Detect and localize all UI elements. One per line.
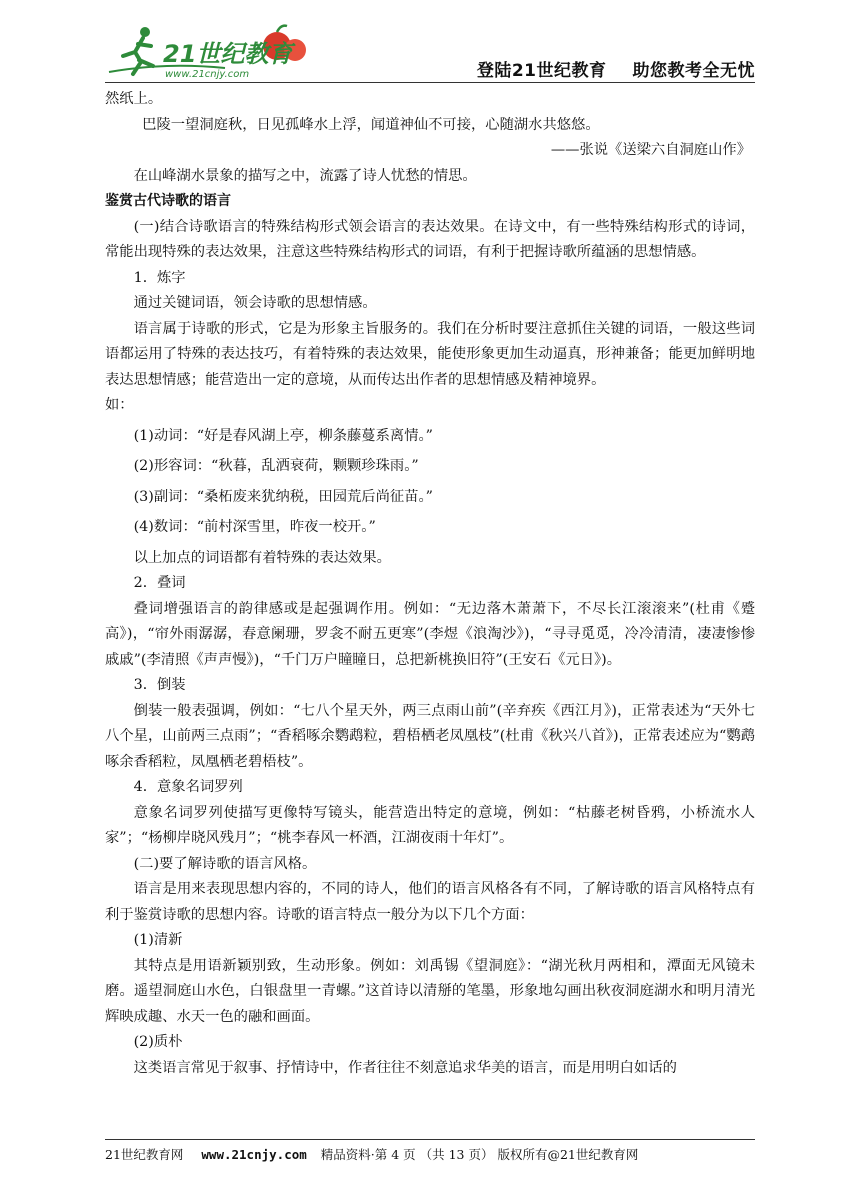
- 21cnjy-logo: [105, 22, 315, 82]
- subheading: (1)清新: [133, 932, 183, 948]
- paragraph: 以上加点的词语都有着特殊的表达效果。: [133, 549, 391, 566]
- paragraph: 这类语言常见于叙事、抒情诗中，作者往往不刻意追求华美的语言，而是用明白如话的: [133, 1059, 677, 1076]
- subheading: 2．叠词: [133, 575, 186, 591]
- example-item: (4)数词：“前村深雪里，昨夜一校开。”: [133, 519, 376, 535]
- paragraph: 如：: [105, 397, 134, 413]
- paragraph: 倒装一般表强调，例如：“七八个星天外，两三点雨山前”(辛弃疾《西江月》)，正常表述为“天外七八个星，山前两三点雨”；“香稻啄余鹦鹉粒，碧梧栖老凤凰枝”(杜甫《秋兴八首》)，正常表述应为“鹦鹉啄余香稻粒，凤凰栖老碧梧枝”。: [105, 702, 755, 770]
- header-divider: [105, 82, 755, 83]
- paragraph: 语言是用来表现思想内容的，不同的诗人，他们的语言风格各有不同，了解诗歌的语言风格特点有利于鉴赏诗歌的思想内容。诗歌的语言特点一般分为以下几个方面：: [105, 881, 755, 923]
- paragraph: 然纸上。: [105, 91, 163, 107]
- paragraph: 通过关键词语，领会诗歌的思想情感。: [133, 295, 377, 311]
- example-item: (2)形容词：“秋暮，乱洒衰荷，颗颗珍珠雨。”: [133, 458, 419, 474]
- example-item: (3)副词：“桑柘废来犹纳税，田园荒后尚征苗。”: [133, 488, 433, 505]
- example-item: (1)动词：“好是春风湖上亭，柳条藤蔓系离情。”: [133, 427, 433, 444]
- paragraph: 叠词增强语言的韵律感或是起强调作用。例如：“无边落木萧萧下，不尽长江滚滚来”(杜甫《蹙高》)，“帘外雨潺潺，春意阑珊，罗衾不耐五更寒”(李煜《浪淘沙》)，“寻寻觅觅，冷冷清清，凄凄惨惨戚戚”(李清照《声声慢》)，“千门万户瞳瞳日，总把新桃换旧符”(王安石《元日》)。: [105, 600, 755, 668]
- logo-url: www.21cnjy.com: [165, 69, 250, 80]
- paragraph: 意象名词罗列使描写更像特写镜头，能营造出特定的意境，例如：“枯藤老树昏鸦，小桥流水人家”；“杨柳岸晓风残月”；“桃李春风一杯酒，江湖夜雨十年灯”。: [105, 804, 755, 846]
- paragraph: (二)要了解诗歌的语言风格。: [133, 855, 317, 872]
- section-heading: 鉴赏古代诗歌的语言: [105, 193, 231, 209]
- paragraph: 其特点是用语新颖别致，生动形象。例如：刘禹锡《望洞庭》：“湖光秋月两相和，潭面无风镜未磨。遥望洞庭山水色，白银盘里一青螺。”这首诗以清掰的笔墨，形象地勾画出秋夜洞庭湖水和明月清光辉映成趣、水天一色的融和画面。: [105, 957, 755, 1025]
- subheading: (2)质朴: [133, 1034, 183, 1050]
- subheading: 3．倒装: [133, 677, 186, 693]
- page-header: [105, 20, 755, 86]
- paragraph: 在山峰湖水景象的描写之中，流露了诗人忧愁的情思。: [133, 167, 477, 184]
- header-slogan-left: 登陆21世纪教育: [476, 61, 607, 81]
- logo-text: 21世纪教育: [163, 40, 293, 68]
- footer-site-name: 21世纪教育网: [105, 1147, 184, 1162]
- document-body: [105, 87, 755, 1081]
- paragraph: 语言属于诗歌的形式，它是为形象主旨服务的。我们在分析时要注意抓住关键的词语，一般这些词语都运用了特殊的表达技巧，有着特殊的表达效果，能使形象更加生动逼真，形神兼备；能更加鲜明地表达思想情感；能营造出一定的意境，从而传达出作者的思想情感及精神境界。: [105, 320, 755, 388]
- subheading: 4．意象名词罗列: [133, 779, 243, 795]
- poem-attribution: ——张说《送梁六自洞庭山作》: [550, 142, 751, 158]
- page-footer: [105, 1139, 755, 1163]
- header-slogan-right: 助您教考全无忧: [632, 61, 755, 81]
- paragraph: (一)结合诗歌语言的特殊结构形式领会语言的表达效果。在诗文中，有一些特殊结构形式的诗词，常能出现特殊的表达效果，注意这些特殊结构形式的词语，有利于把握诗歌所蕴涵的思想情感。: [105, 218, 755, 260]
- footer-page-info: 精品资料·第 4 页 （共 13 页） 版权所有@21世纪教育网: [320, 1147, 639, 1162]
- header-slogan: [451, 56, 755, 81]
- footer-site-url[interactable]: www.21cnjy.com: [201, 1147, 307, 1162]
- poem-line: 巴陵一望洞庭秋，日见孤峰水上浮，闻道神仙不可接，心随湖水共悠悠。: [142, 116, 600, 133]
- subheading: 1．炼字: [133, 269, 186, 286]
